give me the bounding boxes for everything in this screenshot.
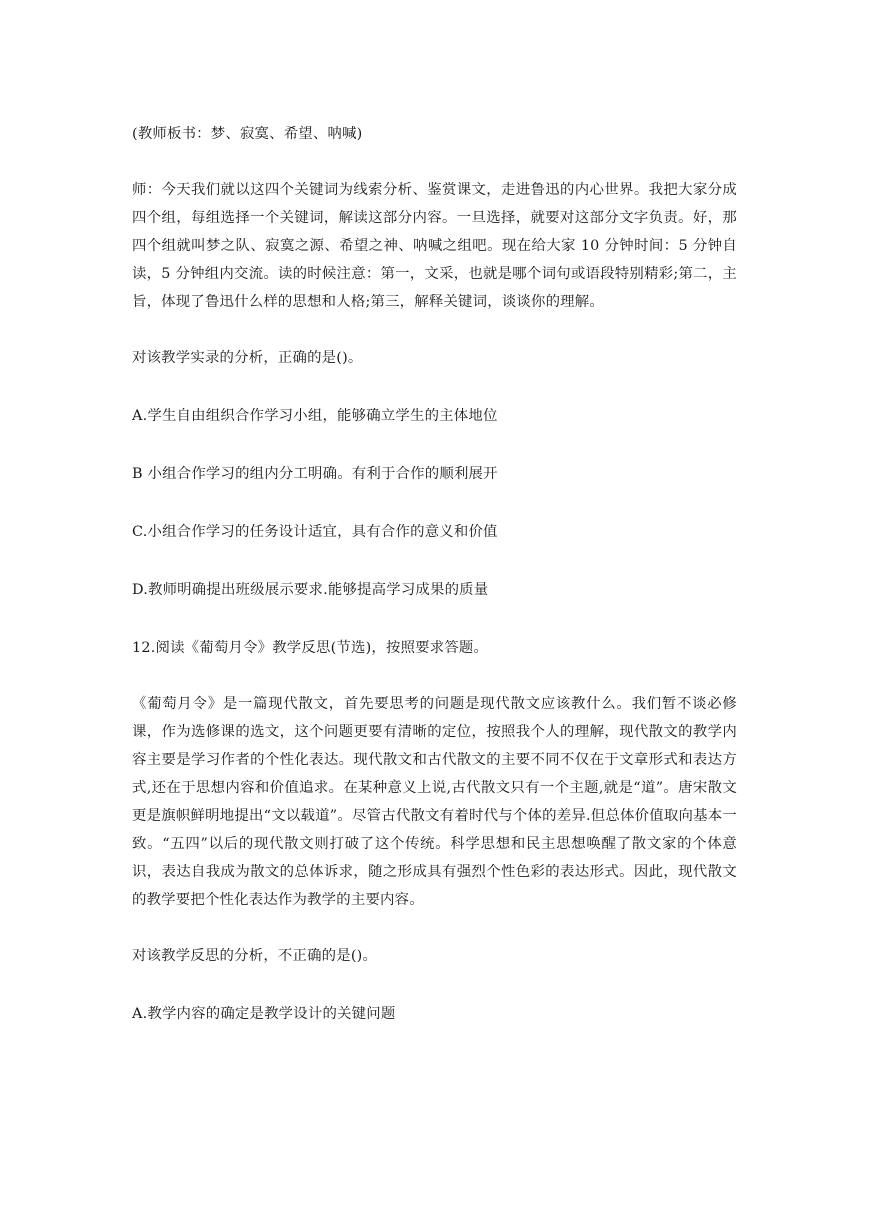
question-11-option-b: B 小组合作学习的组内分工明确。有利于合作的顺利展开	[132, 466, 498, 482]
question-11-option-c: C.小组合作学习的任务设计适宜，具有合作的意义和价值	[132, 524, 498, 540]
teacher-speech: 师：今天我们就以这四个关键词为线索分析、鉴赏课文，走进鲁迅的内心世界。我把大家分成四个组，每组选择一个关键词，解读这部分内容。一旦选择，就要对这部分文字负责。好，那四个组就叫梦之队、寂寞之源、希望之神、呐喊之组吧。现在给大家 10 分钟时间：5 分钟自读，5 分钟组内交流。读的时候注意：第一，文采，也就是哪个词句或语段特别精彩;第二，主旨，体现了鲁迅什么样的思想和人格;第三，解释关键词，谈谈你的理解。	[132, 182, 737, 310]
question-12-stem: 对该教学反思的分析，不正确的是()。	[132, 948, 378, 964]
question-11-stem: 对该教学实录的分析，正确的是()。	[132, 350, 363, 366]
question-11-option-a: A.学生自由组织合作学习小组，能够确立学生的主体地位	[132, 408, 498, 424]
question-12-passage: 《葡萄月令》是一篇现代散文，首先要思考的问题是现代散文应该教什么。我们暂不谈必修课，作为选修课的选文，这个问题更要有清晰的定位，按照我个人的理解，现代散文的教学内容主要是学习作者的个性化表达。现代散文和古代散文的主要不同不仅在于文章形式和表达方式,还在于思想内容和价值追求。在某种意义上说,古代散文只有一个主题,就是“道”。唐宋散文更是旗帜鲜明地提出“文以载道”。尽管古代散文有着时代与个体的差异.但总体价值取向基本一致。“五四”以后的现代散文则打破了这个传统。科学思想和民主思想唤醒了散文家的个体意识，表达自我成为散文的总体诉求，随之形成具有强烈个性色彩的表达形式。因此，现代散文的教学要把个性化表达作为教学的主要内容。	[132, 696, 737, 908]
question-12-option-a: A.教学内容的确定是教学设计的关键问题	[132, 1006, 396, 1022]
question-11-option-d: D.教师明确提出班级展示要求.能够提高学习成果的质量	[132, 582, 489, 598]
question-12-title: 12.阅读《葡萄月令》教学反思(节选)，按照要求答题。	[132, 640, 489, 656]
board-note: (教师板书：梦、寂寞、希望、呐喊)	[132, 126, 363, 142]
